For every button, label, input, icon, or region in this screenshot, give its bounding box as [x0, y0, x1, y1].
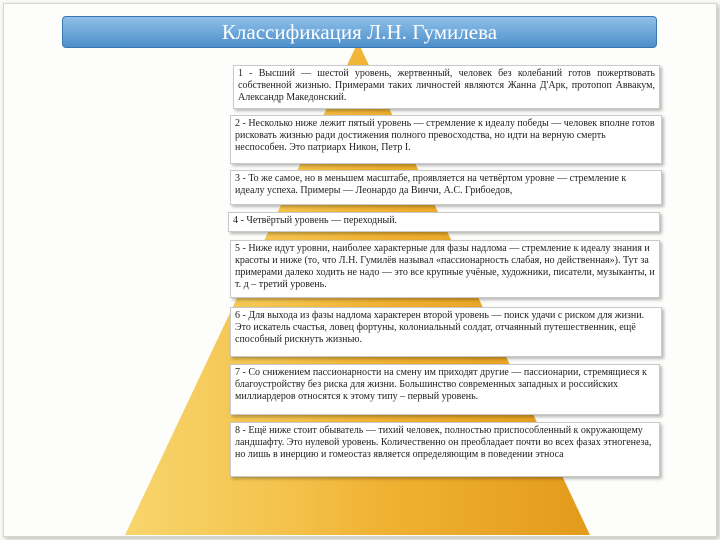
- level-1-box: 1 - Высший — шестой уровень, жертвенный, человек без колебаний готов пожертвовать собственной жизнью. Примерами таких личностей являются Жанна Д'Арк, протопоп Аввакум, Александр Македонский.: [233, 65, 660, 109]
- level-8-box: 8 - Ещё ниже стоит обыватель — тихий человек, полностью приспособленный к окружающему ландшафту. Это нулевой уровень. Количественно он преобладает почти во всех фазах этногенеза, но лишь в инерцию и гомеостаз является определяющим в поведении этноса: [230, 422, 660, 477]
- level-6-box: 6 - Для выхода из фазы надлома характерен второй уровень — поиск удачи с риском для жизни. Это искатель счастья, ловец фортуны, колониальный солдат, отчаянный путешественник, ещё способный рискнуть жизнью.: [230, 307, 662, 357]
- level-3-box: 3 - То же самое, но в меньшем масштабе, проявляется на четвёртом уровне — стремление к идеалу успеха. Примеры — Леонардо да Винчи, А.С. Грибоедов,: [230, 170, 662, 205]
- level-5-box: 5 - Ниже идут уровни, наиболее характерные для фазы надлома — стремление к идеалу знания и красоты и ниже (то, что Л.Н. Гумилёв называл «пассионарность слабая, но действенная»). Тут за примерами далеко ходить не надо — это все крупные учёные, художники, писатели, музыканты, и т. д – третий уровень.: [230, 240, 660, 298]
- level-4-box: 4 - Четвёртый уровень — переходный.: [228, 212, 660, 232]
- level-2-box: 2 - Несколько ниже лежит пятый уровень — стремление к идеалу победы — человек вполне готов рисковать жизнью ради достижения полного превосходства, но идти на верную смерть неспособен. Это патриарх Никон, Петр I.: [230, 115, 662, 164]
- level-7-box: 7 - Со снижением пассионарности на смену им приходят другие — пассионарии, стремящиеся к благоустройству без риска для жизни. Большинство современных западных и российских миллиардеров относятся к этому типу – первый уровень.: [230, 364, 660, 415]
- slide-title: Классификация Л.Н. Гумилева: [62, 16, 657, 48]
